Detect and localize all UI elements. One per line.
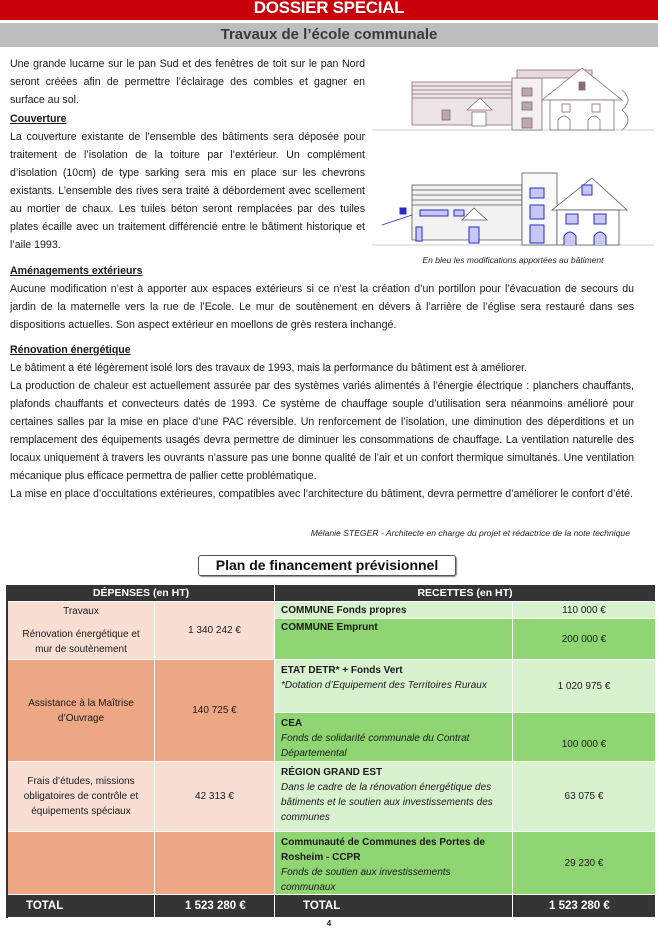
expense-sublabel: Rénovation énergétique et mur de soutènement — [22, 629, 140, 655]
expense-amount: 140 725 € — [155, 660, 275, 762]
revenue-amount: 100 000 € — [513, 713, 656, 762]
revenue-name: ETAT DETR* + Fonds Vert — [281, 665, 403, 676]
expense-label: Travaux — [63, 606, 99, 617]
section-amenagements — [10, 262, 634, 334]
revenue-amount: 110 000 € — [513, 602, 656, 619]
revenue-name-cell — [275, 602, 513, 619]
section-couverture — [10, 110, 365, 254]
article-title: Travaux de l’école communale — [0, 23, 658, 47]
section-paragraph: Le bâtiment a été légèrement isolé lors des travaux de 1993, mais la performance du bâtiment est à améliorer. — [10, 362, 528, 374]
revenue-note: Fonds de soutien aux investissements communaux — [281, 867, 451, 893]
section-banner: DOSSIER SPECIAL — [0, 0, 658, 20]
revenue-name-cell — [275, 713, 513, 762]
expenses-total-amount: 1 523 280 € — [155, 895, 275, 918]
section-heading: Aménagements extérieurs — [10, 265, 143, 277]
revenue-name-cell — [275, 660, 513, 713]
revenue-name: Communauté de Communes des Portes de Rosheim - CCPR — [281, 837, 485, 863]
expense-label: Assistance à la Maîtrise d’Ouvrage — [8, 660, 155, 762]
section-renovation — [10, 341, 634, 503]
section-paragraph: La production de chaleur est actuellement assurée par des systèmes variés alimentés à l’énergie électrique : planchers chauffants, plafonds chauffants et convecteurs datés de 1993. Ce système de chauffage souple d’utilisation sera néanmoins amélioré pour certaines salles par la mise en place d’une PAC réversible. Un renforcement de l’isolation, une diminution des déperditions et un remplacement des équipements usagés devra permettre de diminuer les consommations de chauffage. La ventilation naturelle des locaux uniquement à travers les ouvrants n’assure pas une bonne qualité de l’air et un confort thermique simultanés. Une ventilation mécanique plus efficace permettra de pallier cette problématique. — [10, 380, 634, 482]
revenue-name-cell — [275, 832, 513, 895]
expense-label: Frais d’études, missions obligatoires de contrôle et équipements spéciaux — [8, 762, 155, 832]
section-heading: Couverture — [10, 113, 67, 125]
expense-empty-cell — [8, 832, 155, 895]
revenue-note: *Dotation d’Equipement des Territoires Ruraux — [281, 680, 487, 691]
revenues-header: RECETTES (en HT) — [275, 585, 656, 602]
revenue-note: Dans le cadre de la rénovation énergétique des bâtiments et le soutien aux investissements des communes — [281, 782, 493, 823]
revenue-name-cell — [275, 619, 513, 660]
revenue-name: COMMUNE Fonds propres — [281, 605, 407, 616]
building-drawing-icon — [372, 60, 654, 256]
expenses-total-label: TOTAL — [8, 895, 155, 918]
expense-amount: 1 340 242 € — [155, 602, 275, 660]
revenues-total-label: TOTAL — [275, 895, 513, 918]
revenue-note: Fonds de solidarité communale du Contrat Départemental — [281, 733, 470, 759]
expenses-header: DÉPENSES (en HT) — [8, 585, 275, 602]
revenue-name-cell — [275, 762, 513, 832]
revenue-amount: 63 075 € — [513, 762, 656, 832]
section-paragraph: La mise en place d’occultations extérieures, compatibles avec l’architecture du bâtiment, devra permettre d’améliorer le confort d’été. — [10, 488, 633, 500]
section-paragraph: La couverture existante de l’ensemble des bâtiments sera déposée pour traitement de l’isolation de la toiture par l’extérieur. Un complément d’isolation (10cm) de type sarking sera mis en place sur les chevrons existants. L’ensemble des rives sera traité à débordement avec scellement au mortier de chaux. Les tuiles béton seront remplacées par des tuiles plates écaille avec un traitement différencié entre le bâtiment historique et l’aile 1993. — [10, 131, 365, 251]
revenue-amount: 200 000 € — [513, 619, 656, 660]
revenue-name: COMMUNE Emprunt — [281, 622, 378, 633]
intro-paragraph: Une grande lucarne sur le pan Sud et des fenêtres de toit sur le pan Nord seront créées afin de permettre l’éclairage des combles et gagner en surface au sol. — [10, 58, 365, 106]
revenue-name: CEA — [281, 718, 303, 729]
revenue-amount: 1 020 975 € — [513, 660, 656, 713]
expense-amount: 42 313 € — [155, 762, 275, 832]
revenues-total-amount: 1 523 280 € — [513, 895, 656, 918]
revenue-name: RÉGION GRAND EST — [281, 767, 383, 778]
building-elevation-drawings — [372, 60, 654, 256]
figure-caption: En bleu les modifications apportées au bâtiment — [422, 255, 604, 265]
financing-plan-title: Plan de financement prévisionnel — [198, 555, 456, 576]
revenue-amount: 29 230 € — [513, 832, 656, 895]
expense-label-cell — [8, 602, 155, 660]
section-paragraph: Aucune modification n’est à apporter aux espaces extérieurs si ce n’est la création d’un portillon pour l’évacuation de secours du jardin de la maternelle vers la rue de l’Ecole. Le mur de soutènement en dévers à l’arrière de l’église sera restauré dans ses dispositions actuelles. Son aspect extérieur en moellons de grès restera inchangé. — [10, 283, 634, 331]
page-number: 4 — [326, 919, 332, 928]
expense-empty-cell — [155, 832, 275, 895]
author-signature: Mélanie STEGER - Architecte en charge du projet et rédactrice de la note technique — [310, 528, 630, 538]
section-heading: Rénovation énergétique — [10, 344, 131, 356]
